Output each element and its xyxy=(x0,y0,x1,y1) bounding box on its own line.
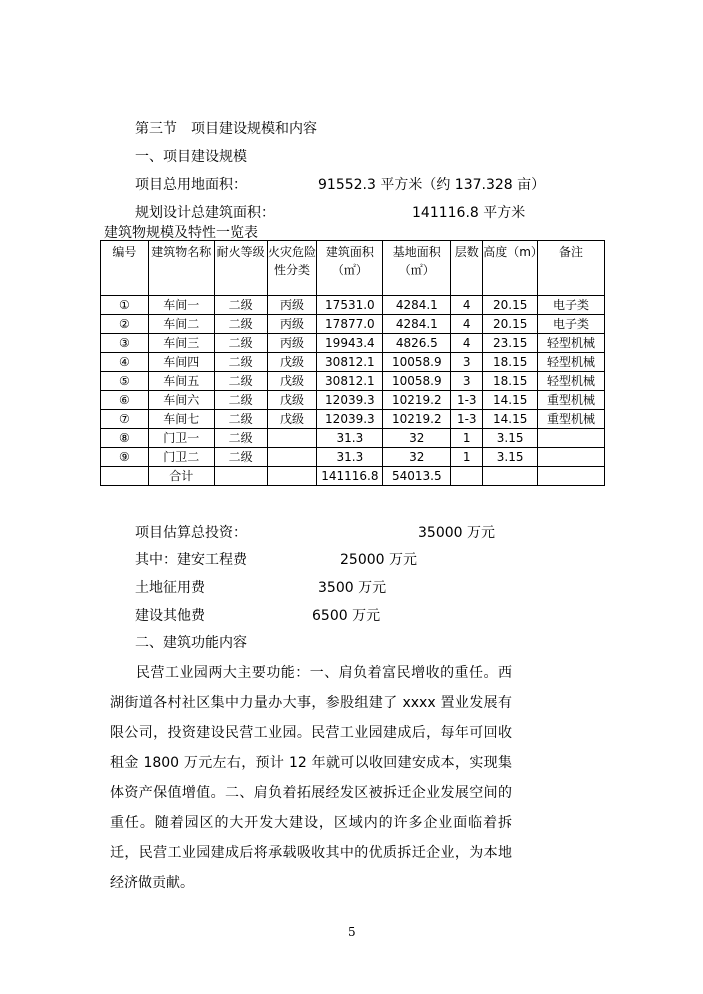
construction-cost-value: 25000 万元 xyxy=(340,552,417,568)
header-cell: 建筑物名称 xyxy=(148,241,214,296)
table-cell: 车间二 xyxy=(148,315,214,334)
table-cell: 141116.8 xyxy=(317,467,383,486)
table-row xyxy=(101,391,605,410)
table-cell: 17877.0 xyxy=(317,315,383,334)
table-cell: ④ xyxy=(101,353,149,372)
table-cell: 1-3 xyxy=(451,391,483,410)
table-cell: ③ xyxy=(101,334,149,353)
header-cell: 编号 xyxy=(101,241,149,296)
table-cell: 轻型机械 xyxy=(538,353,605,372)
table-cell: ① xyxy=(101,296,149,315)
table-row xyxy=(101,372,605,391)
table-cell: 车间七 xyxy=(148,410,214,429)
table-row xyxy=(101,353,605,372)
table-cell: 二级 xyxy=(214,353,267,372)
table-cell: ② xyxy=(101,315,149,334)
table-cell: 车间六 xyxy=(148,391,214,410)
table-cell: 戊级 xyxy=(267,410,317,429)
table-cell: 戊级 xyxy=(267,372,317,391)
total-land-value: 91552.3 平方米（约 137.328 亩） xyxy=(318,177,546,193)
construction-cost-label: 其中：建安工程费 xyxy=(135,552,247,568)
table-cell xyxy=(538,429,605,448)
header-cell: 层数 xyxy=(451,241,483,296)
table-cell: 10219.2 xyxy=(383,391,451,410)
table-cell: 14.15 xyxy=(483,391,538,410)
table-cell: 3.15 xyxy=(483,429,538,448)
table-cell: 4 xyxy=(451,315,483,334)
table-cell: 4284.1 xyxy=(383,315,451,334)
table-cell xyxy=(214,467,267,486)
subsection-title-scale: 一、项目建设规模 xyxy=(135,149,247,165)
table-cell: ⑤ xyxy=(101,372,149,391)
table-cell: 32 xyxy=(383,429,451,448)
table-cell: 10058.9 xyxy=(383,372,451,391)
table-row xyxy=(101,429,605,448)
table-cell: 4284.1 xyxy=(383,296,451,315)
table-cell: 1-3 xyxy=(451,410,483,429)
table-cell: 丙级 xyxy=(267,334,317,353)
total-land-label: 项目总用地面积： xyxy=(135,177,247,193)
function-paragraph: 民营工业园两大主要功能：一、肩负着富民增收的重任。西湖街道各村社区集中力量办大事，参股组建了 xxxx 置业发展有限公司，投资建设民营工业园。民营工业园建成后，每年可回收租金 1800 万元左右，预计 12 年就可以收回建安成本，实现集体资产保值增值。二、肩负着拓展经发区被拆迁企业发展空间的重任。随着园区的大开发大建设，区域内的许多企业面临着拆迁，民营工业园建成后将承载吸收其中的优质拆迁企业，为本地经济做贡献。 xyxy=(110,665,512,891)
table-cell: 二级 xyxy=(214,448,267,467)
table-cell xyxy=(267,467,317,486)
table-cell: 23.15 xyxy=(483,334,538,353)
subsection-title-function: 二、建筑功能内容 xyxy=(135,635,247,651)
table-cell: 4826.5 xyxy=(383,334,451,353)
table-cell: ⑥ xyxy=(101,391,149,410)
table-cell: 30812.1 xyxy=(317,372,383,391)
table-cell xyxy=(267,429,317,448)
table-cell: 31.3 xyxy=(317,429,383,448)
table-cell xyxy=(267,448,317,467)
total-building-value: 141116.8 平方米 xyxy=(412,205,526,221)
other-cost-value: 6500 万元 xyxy=(312,608,381,624)
table-row xyxy=(101,334,605,353)
table-cell: ⑦ xyxy=(101,410,149,429)
land-cost-label: 土地征用费 xyxy=(135,580,205,596)
header-cell: 高度（m） xyxy=(483,241,538,296)
table-cell: 3.15 xyxy=(483,448,538,467)
table-cell: 二级 xyxy=(214,372,267,391)
table-cell xyxy=(451,467,483,486)
table-cell: 1 xyxy=(451,448,483,467)
section-title: 第三节 项目建设规模和内容 xyxy=(135,121,317,137)
table-cell: 19943.4 xyxy=(317,334,383,353)
table-cell: 重型机械 xyxy=(538,410,605,429)
table-cell: 门卫二 xyxy=(148,448,214,467)
table-cell xyxy=(538,448,605,467)
other-cost-label: 建设其他费 xyxy=(135,608,205,624)
table-row xyxy=(101,448,605,467)
table-cell: 丙级 xyxy=(267,296,317,315)
table-row xyxy=(101,315,605,334)
header-cell: 火灾危险性分类 xyxy=(267,241,317,296)
table-cell: 二级 xyxy=(214,410,267,429)
total-investment-value: 35000 万元 xyxy=(418,525,495,541)
table-cell: 电子类 xyxy=(538,315,605,334)
table-cell: 4 xyxy=(451,296,483,315)
table-cell: 17531.0 xyxy=(317,296,383,315)
table-cell: 二级 xyxy=(214,315,267,334)
table-cell: 20.15 xyxy=(483,315,538,334)
header-cell: 建筑面积（㎡） xyxy=(317,241,383,296)
table-cell: 4 xyxy=(451,334,483,353)
header-cell: 耐火等级 xyxy=(214,241,267,296)
table-cell: 3 xyxy=(451,372,483,391)
table-cell: 重型机械 xyxy=(538,391,605,410)
table-cell: 1 xyxy=(451,429,483,448)
table-cell: 车间三 xyxy=(148,334,214,353)
table-cell: 轻型机械 xyxy=(538,372,605,391)
header-cell: 基地面积（㎡） xyxy=(383,241,451,296)
table-cell: 54013.5 xyxy=(383,467,451,486)
table-cell xyxy=(101,467,149,486)
table-cell: 18.15 xyxy=(483,372,538,391)
table-total-row xyxy=(101,467,605,486)
table-cell: 轻型机械 xyxy=(538,334,605,353)
table-cell: 12039.3 xyxy=(317,391,383,410)
table-caption: 建筑物规模及特性一览表 xyxy=(104,225,258,241)
table-cell: 二级 xyxy=(214,429,267,448)
building-table xyxy=(100,240,605,486)
table-cell: 二级 xyxy=(214,334,267,353)
page-number: 5 xyxy=(348,925,356,939)
table-header-row xyxy=(101,241,605,296)
table-cell: 二级 xyxy=(214,296,267,315)
land-cost-value: 3500 万元 xyxy=(318,580,387,596)
total-building-label: 规划设计总建筑面积： xyxy=(135,205,275,221)
table-cell: 18.15 xyxy=(483,353,538,372)
table-cell: 10058.9 xyxy=(383,353,451,372)
table-cell: 32 xyxy=(383,448,451,467)
total-investment-label: 项目估算总投资： xyxy=(135,525,247,541)
table-cell: 丙级 xyxy=(267,315,317,334)
table-cell: 30812.1 xyxy=(317,353,383,372)
table-cell: 合计 xyxy=(148,467,214,486)
table-cell: ⑨ xyxy=(101,448,149,467)
table-cell: 10219.2 xyxy=(383,410,451,429)
table-cell: 3 xyxy=(451,353,483,372)
table-cell: 14.15 xyxy=(483,410,538,429)
table-cell: 车间五 xyxy=(148,372,214,391)
table-cell: 12039.3 xyxy=(317,410,383,429)
table-cell: 车间四 xyxy=(148,353,214,372)
table-cell xyxy=(538,467,605,486)
table-cell xyxy=(483,467,538,486)
table-cell: 20.15 xyxy=(483,296,538,315)
table-row xyxy=(101,410,605,429)
header-cell: 备注 xyxy=(538,241,605,296)
table-cell: ⑧ xyxy=(101,429,149,448)
table-cell: 门卫一 xyxy=(148,429,214,448)
table-cell: 二级 xyxy=(214,391,267,410)
table-cell: 车间一 xyxy=(148,296,214,315)
table-cell: 31.3 xyxy=(317,448,383,467)
table-cell: 电子类 xyxy=(538,296,605,315)
table-cell: 戊级 xyxy=(267,391,317,410)
table-row xyxy=(101,296,605,315)
table-cell: 戊级 xyxy=(267,353,317,372)
